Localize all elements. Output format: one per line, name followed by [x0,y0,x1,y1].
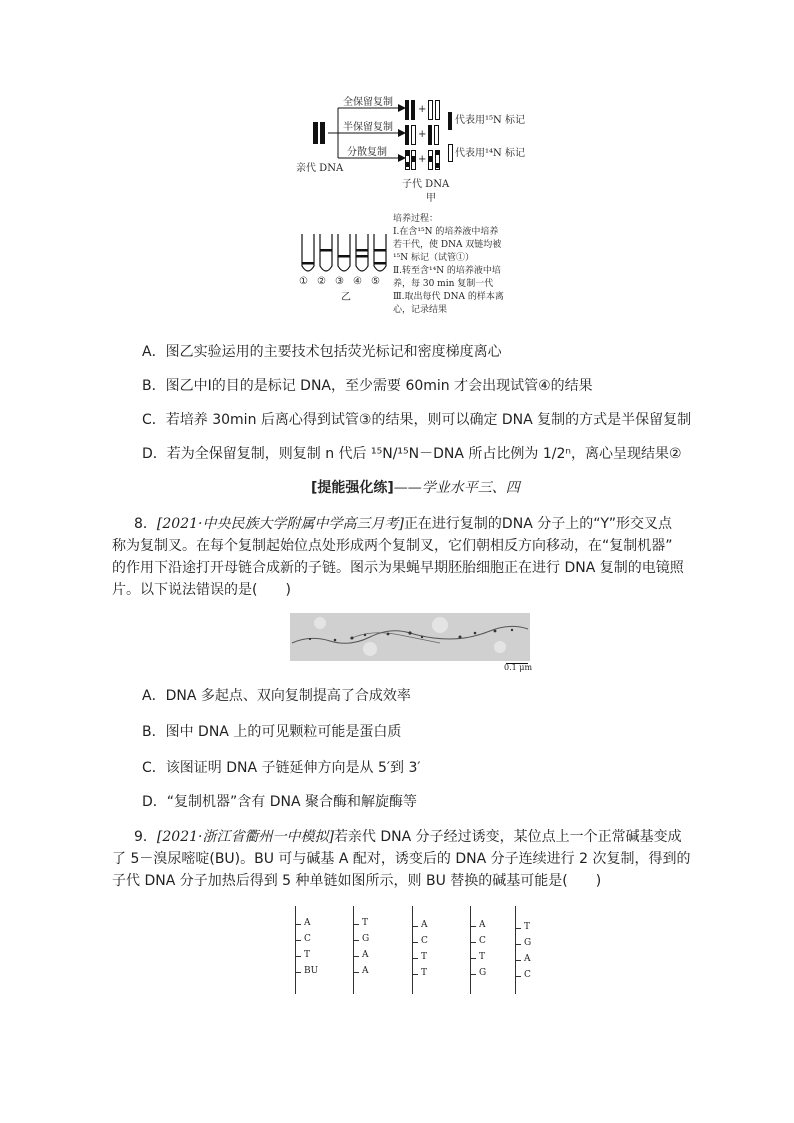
legend-14n-swatch [448,144,453,162]
q8-option-d: D．“复制机器”含有 DNA 聚合酶和解旋酶等 [142,794,418,810]
base-tick [353,972,359,973]
legend-14n-label: 代表用¹⁴N 标记 [455,148,525,159]
strand-base: G [362,934,370,944]
strand-base: A [362,950,369,960]
strand-base: C [479,936,486,946]
child-dna-strand [434,125,439,145]
base-tick [515,944,521,945]
procedure-line: 培养过程： [393,214,439,224]
base-tick [412,926,418,927]
base-tick [412,974,418,975]
label-conservative: 全保留复制 [343,97,393,108]
q9-stem [112,826,692,892]
base-tick [412,942,418,943]
strand-base: A [421,920,428,930]
label-semiconservative: 半保留复制 [343,122,393,133]
plus-sign: + [418,154,427,165]
base-tick [515,928,521,929]
label-dispersive: 分散复制 [347,147,387,158]
strand-backbone [412,906,413,994]
em-dna-strands [290,613,530,661]
strand-base: C [524,970,531,980]
base-tick [353,940,359,941]
strand-segment [435,150,440,155]
strand-backbone [470,906,471,994]
strand-base: C [304,934,311,944]
q8-source: [2021·中央民族大学附属中学高三月考] [156,516,404,532]
strand-base: T [304,950,311,960]
strand-base: G [479,968,487,978]
base-tick [515,960,521,961]
base-tick [470,974,476,975]
legend-15n-swatch [448,112,452,130]
strand-base: T [362,918,369,928]
tube-label-1: ① [299,276,308,287]
q8-text-line: 片。以下说法错误的是( ) [112,582,291,598]
procedure-line: 养，每 30 min 复制一代 [393,279,494,289]
section-title [311,478,520,498]
base-tick [353,956,359,957]
procedure-line: ¹⁵N 标记（试管①） [393,253,474,263]
strand-segment [428,156,433,162]
child-dna-strand [411,100,415,120]
tube-label-2: ② [317,276,326,287]
base-tick [295,940,301,941]
strand-base: A [524,954,531,964]
tube-label-3: ③ [335,276,344,287]
procedure-line: Ⅲ.取出每代 DNA 的样本离 [393,292,504,302]
q8-option-c: C．该图证明 DNA 子链延伸方向是从 5′到 3′ [142,760,421,776]
q9-text-line: 了 5－溴尿嘧啶(BU)。BU 可与碱基 A 配对，诱变后的 DNA 分子连续进行 2 次复制，得到的 [112,851,691,867]
q8-text-line: 称为复制叉。在每个复制起始位点处形成两个复制叉，它们朝相反方向移动，在“复制机器” [112,538,673,554]
base-tick [470,958,476,959]
q8-stem [112,513,692,601]
q7-option-c: C．若培养 30min 后离心得到试管③的结果，则可以确定 DNA 复制的方式是半保留复制 [142,412,692,428]
child-dna-strand [428,125,432,145]
strand-base: A [479,920,486,930]
strand-backbone [353,906,354,994]
tube-label-5: ⑤ [371,276,380,287]
strand-segment [411,156,416,162]
strand-segment [405,162,410,167]
tube-label-4: ④ [353,276,362,287]
procedure-line: Ⅱ.转至含¹⁴N 的培养液中培 [393,266,501,276]
strand-segment [405,150,410,156]
base-tick [295,924,301,925]
q8-option-b: B．图中 DNA 上的可见颗粒可能是蛋白质 [142,724,402,740]
child-dna-strand [435,100,440,120]
legend-15n-label: 代表用¹⁵N 标记 [455,115,525,126]
procedure-text [393,213,504,317]
base-tick [470,926,476,927]
parent-dna-strand-left [313,122,318,144]
child-dna-strand [411,125,416,145]
label-parent-dna: 亲代 DNA [296,163,344,174]
strand-base: BU [304,966,319,976]
procedure-line: 心，记录结果 [393,305,448,315]
figure-jia-label: 甲 [426,193,436,204]
strand-base: G [524,938,532,948]
base-tick [412,958,418,959]
label-child-dna: 子代 DNA [402,179,450,190]
q8-option-a: A．DNA 多起点、双向复制提高了合成效率 [142,688,411,704]
section-title-main: [提能强化练] [311,480,394,496]
strand-base: C [421,936,428,946]
q9-text-line: 若亲代 DNA 分子经过诱变，某位点上一个正常碱基变成 [333,829,682,845]
base-tick [295,972,301,973]
procedure-line: Ⅰ.在含¹⁵N 的培养液中培养 [393,227,499,237]
procedure-line: 若干代，使 DNA 双链均被 [393,240,502,250]
q9-text-line: 子代 DNA 分子加热后得到 5 种单链如图所示，则 BU 替换的碱基可能是( ) [112,873,602,889]
section-title-sub: ——学业水平三、四 [393,480,520,496]
base-tick [353,924,359,925]
test-tubes [298,232,390,278]
base-tick [515,976,521,977]
strand-base: T [421,968,428,978]
base-tick [470,942,476,943]
scale-label: 0.1 μm [504,663,533,672]
strand-backbone [515,906,516,994]
base-tick [295,956,301,957]
strand-segment [435,163,440,168]
em-photo [290,613,530,661]
plus-sign: + [418,129,427,140]
parent-dna-strand-right [320,122,325,144]
q9-source: [2021·浙江省衢州一中模拟] [156,829,334,845]
strand-base: T [524,922,531,932]
child-dna-strand [428,100,433,120]
plus-sign: + [418,104,427,115]
q9-number: 9． [134,829,157,845]
strand-base: A [362,966,369,976]
child-dna-strand [405,100,409,120]
q8-text-line: 正在进行复制的DNA 分子上的“Y”形交叉点 [403,516,673,532]
q7-option-d: D．若为全保留复制，则复制 n 代后 ¹⁵N/¹⁵N－DNA 所占比例为 1/2ⁿ，离心呈现结果② [142,446,682,462]
q8-text-line: 的作用下沿途打开母链合成新的子链。图示为果蝇早期胚胎细胞正在进行 DNA 复制的电镜照 [112,560,684,576]
q7-option-a: A．图乙实验运用的主要技术包括荧光标记和密度梯度离心 [142,344,502,360]
strand-base: T [479,952,486,962]
figure-yi-label: 乙 [341,292,351,303]
child-dna-strand [405,125,409,145]
strand-base: T [421,952,428,962]
q8-number: 8． [134,516,157,532]
strand-base: A [304,918,311,928]
q7-option-b: B．图乙中Ⅰ的目的是标记 DNA，至少需要 60min 才会出现试管④的结果 [142,378,593,394]
strand-backbone [295,906,296,994]
